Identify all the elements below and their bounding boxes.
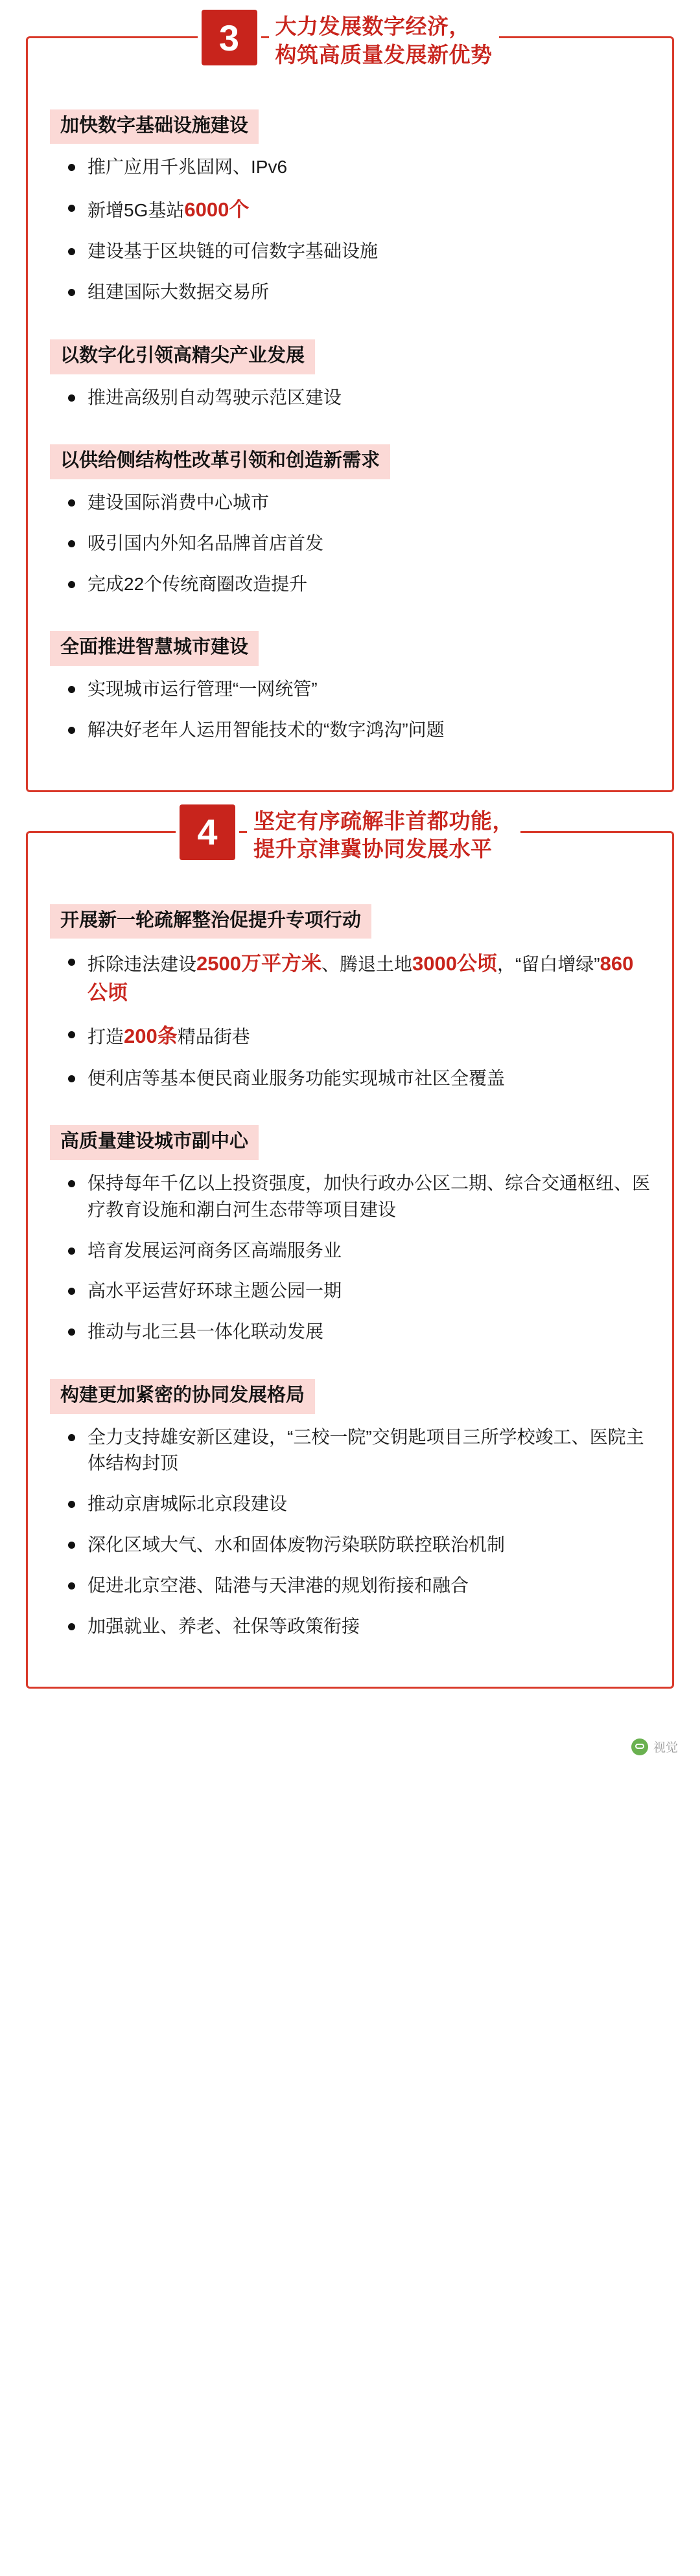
item-text: 全力支持雄安新区建设，“三校一院”交钥匙项目三所学校竣工、医院主体结构封顶 (88, 1426, 644, 1474)
list-item (65, 1573, 650, 1599)
list-item (65, 490, 650, 516)
list-item (65, 385, 650, 411)
item-text: 深化区域大气、水和固体废物污染联防联控联治机制 (88, 1534, 506, 1555)
section-title (269, 10, 499, 73)
group-heading: 全面推进智慧城市建设 (50, 631, 259, 665)
item-text: 保持每年千亿以上投资强度，加快行政办公区二期、综合交通枢纽、医疗教育设施和潮白河生态带等项目建设 (88, 1172, 651, 1220)
item-text: 实现城市运行管理“一网统管” (88, 678, 318, 699)
bullet-list (50, 385, 650, 411)
bullet-dot-icon (68, 1582, 75, 1590)
item-text: 建设国际消费中心城市 (88, 492, 270, 512)
wechat-icon (631, 1738, 648, 1755)
item-text: 加强就业、养老、社保等政策衔接 (88, 1615, 360, 1636)
list-item (65, 1066, 650, 1092)
bullet-dot-icon (68, 1501, 75, 1508)
bullet-dot-icon (68, 1288, 75, 1295)
item-text: ，“留白增绿” (496, 953, 600, 974)
item-text: 组建国际大数据交易所 (88, 282, 270, 302)
list-item (65, 571, 650, 598)
list-item (65, 1491, 650, 1518)
item-text: 推动与北三县一体化联动发展 (88, 1321, 324, 1342)
bullet-dot-icon (68, 205, 75, 212)
group-heading: 加快数字基础设施建设 (50, 109, 259, 144)
bullet-dot-icon (68, 1328, 75, 1336)
bullet-dot-icon (68, 686, 75, 693)
item-text: 便利店等基本便民商业服务功能实现城市社区全覆盖 (88, 1067, 506, 1088)
sections-container (0, 14, 700, 1689)
section-title-line: 大力发展数字经济， (275, 14, 471, 38)
list-item (65, 949, 650, 1008)
item-text: 吸引国内外知名品牌首店首发 (88, 532, 324, 553)
group-heading: 以供给侧结构性改革引领和创造新需求 (50, 444, 390, 479)
item-text: 培育发展运河商务区高端服务业 (88, 1240, 342, 1260)
bullet-dot-icon (68, 164, 75, 171)
bullet-list (50, 949, 650, 1092)
item-text: 高水平运营好环球主题公园一期 (88, 1281, 342, 1301)
bullet-dot-icon (68, 1248, 75, 1255)
list-item (65, 195, 650, 224)
section-title-line: 提升京津冀协同发展水平 (253, 837, 493, 861)
item-text: 新增5G基站 (88, 200, 185, 221)
section-number-badge: 4 (180, 804, 235, 860)
item-highlight-text: 6000个 (184, 198, 250, 222)
list-item (65, 1424, 650, 1477)
item-highlight-text: 2500万平方米 (196, 952, 321, 975)
section-card (26, 808, 674, 1689)
list-item (65, 1021, 650, 1051)
list-item (65, 279, 650, 306)
section-header (28, 10, 672, 73)
list-item (65, 1532, 650, 1558)
watermark-label: 视觉 (653, 1741, 678, 1755)
list-item (65, 1238, 650, 1264)
list-item (65, 1278, 650, 1305)
item-text: 完成22个传统商圈改造提升 (88, 573, 308, 594)
bullet-list (50, 1424, 650, 1640)
item-highlight-text: 860公顷 (88, 952, 634, 1005)
list-item (65, 154, 650, 181)
list-item (65, 1170, 650, 1224)
bullet-dot-icon (68, 394, 75, 402)
bullet-dot-icon (68, 1542, 75, 1549)
list-item (65, 1319, 650, 1345)
item-text: 精品街巷 (177, 1027, 250, 1047)
list-item (65, 238, 650, 265)
item-text: 促进北京空港、陆港与天津港的规划衔接和融合 (88, 1575, 469, 1596)
bullet-dot-icon (68, 959, 75, 966)
bullet-list (50, 676, 650, 744)
bullet-dot-icon (68, 499, 75, 507)
infographic-page (0, 14, 700, 1766)
bullet-dot-icon (68, 540, 75, 547)
item-text: 推广应用千兆固网、IPv6 (88, 157, 288, 177)
bullet-dot-icon (68, 289, 75, 296)
item-text: 拆除违法建设 (88, 953, 197, 974)
bullet-list (50, 490, 650, 598)
group-heading: 高质量建设城市副中心 (50, 1125, 259, 1159)
section-header (28, 804, 672, 867)
list-item (65, 676, 650, 703)
bullet-dot-icon (68, 1180, 75, 1187)
item-text: 推动京唐城际北京段建设 (88, 1494, 288, 1514)
bullet-dot-icon (68, 1623, 75, 1630)
group-heading: 构建更加紧密的协同发展格局 (50, 1379, 315, 1413)
item-highlight-text: 200条 (124, 1025, 178, 1048)
bullet-dot-icon (68, 581, 75, 588)
section-title-line: 坚定有序疏解非首都功能， (253, 808, 514, 833)
section-card (26, 14, 674, 792)
group-heading: 以数字化引领高精尖产业发展 (50, 339, 315, 374)
item-text: 、腾退土地 (321, 953, 412, 974)
section-title (247, 804, 520, 867)
item-text: 解决好老年人运用智能技术的“数字鸿沟”问题 (88, 719, 445, 740)
list-item (65, 530, 650, 557)
bullet-dot-icon (68, 727, 75, 734)
list-item (65, 717, 650, 744)
item-highlight-text: 3000公顷 (412, 952, 497, 975)
item-text: 打造 (88, 1027, 124, 1047)
section-number-badge: 3 (202, 10, 257, 65)
bullet-dot-icon (68, 1434, 75, 1441)
item-text: 建设基于区块链的可信数字基础设施 (88, 241, 379, 262)
footer-watermark-bar (0, 1727, 700, 1766)
section-title-line: 构筑高质量发展新优势 (275, 42, 493, 67)
list-item (65, 1613, 650, 1640)
bullet-dot-icon (68, 1031, 75, 1038)
group-heading: 开展新一轮疏解整治促提升专项行动 (50, 904, 371, 939)
bullet-dot-icon (68, 1075, 75, 1082)
bullet-dot-icon (68, 248, 75, 255)
item-text: 推进高级别自动驾驶示范区建设 (88, 387, 342, 407)
bullet-list (50, 154, 650, 306)
bullet-list (50, 1170, 650, 1345)
